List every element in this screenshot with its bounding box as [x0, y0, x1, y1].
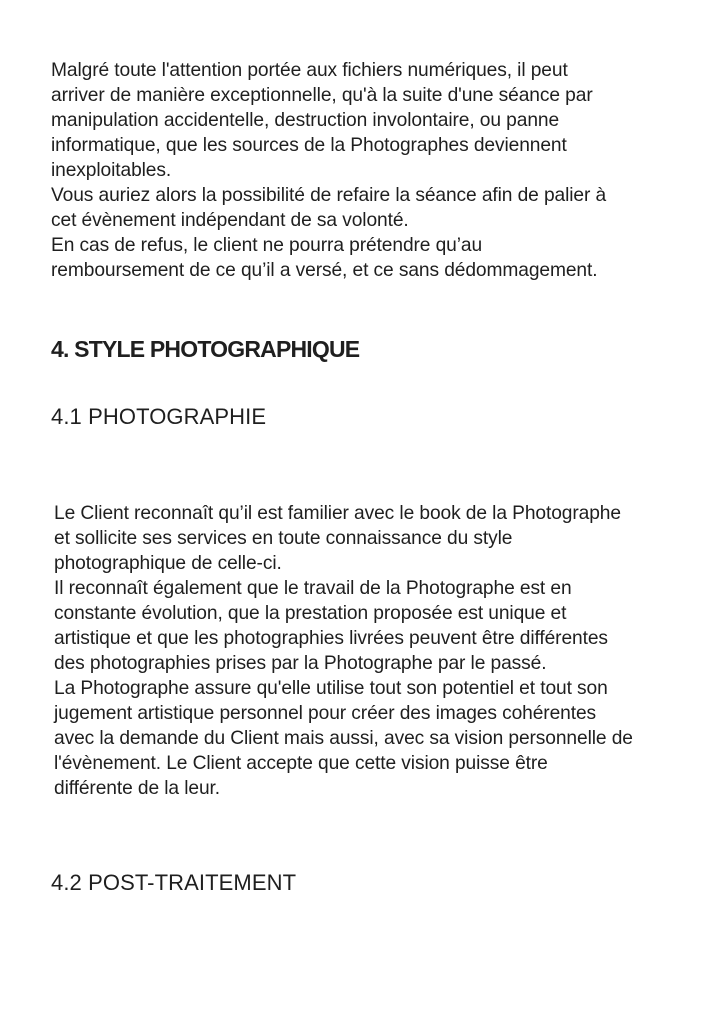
section-4-heading: 4. STYLE PHOTOGRAPHIQUE	[51, 336, 360, 362]
text-line: avec la demande du Client mais aussi, avec sa vision personnelle de	[54, 728, 633, 749]
text-line: Malgré toute l'attention portée aux fichiers numériques, il peut	[51, 60, 568, 81]
text-line: des photographies prises par la Photographe par le passé.	[54, 653, 547, 674]
text-line: artistique et que les photographies livrées peuvent être différentes	[54, 628, 608, 649]
subsection-4-1-paragraph	[54, 501, 704, 801]
text-line: manipulation accidentelle, destruction involontaire, ou panne	[51, 110, 560, 131]
text-line: cet évènement indépendant de sa volonté.	[51, 210, 409, 231]
text-line: remboursement de ce qu’il a versé, et ce sans dédommagement.	[51, 260, 598, 281]
text-line: et sollicite ses services en toute connaissance du style	[54, 528, 513, 549]
text-line: Le Client reconnaît qu’il est familier avec le book de la Photographe	[54, 503, 621, 524]
intro-paragraph	[51, 58, 691, 283]
subsection-4-1-heading: 4.1 PHOTOGRAPHIE	[51, 404, 267, 429]
text-line: différente de la leur.	[54, 778, 220, 799]
text-line: La Photographe assure qu'elle utilise tout son potentiel et tout son	[54, 678, 608, 699]
text-line: arriver de manière exceptionnelle, qu'à la suite d'une séance par	[51, 85, 593, 106]
text-line: l'évènement. Le Client accepte que cette vision puisse être	[54, 753, 548, 774]
text-line: Vous auriez alors la possibilité de refaire la séance afin de palier à	[51, 185, 607, 206]
text-line: En cas de refus, le client ne pourra prétendre qu’au	[51, 235, 483, 256]
subsection-4-2-heading: 4.2 POST-TRAITEMENT	[51, 870, 297, 895]
text-line: inexploitables.	[51, 160, 172, 181]
text-line: photographique de celle-ci.	[54, 553, 282, 574]
text-line: informatique, que les sources de la Photographes deviennent	[51, 135, 567, 156]
text-line: constante évolution, que la prestation proposée est unique et	[54, 603, 567, 624]
text-line: jugement artistique personnel pour créer des images cohérentes	[54, 703, 597, 724]
text-line: Il reconnaît également que le travail de la Photographe est en	[54, 578, 572, 599]
